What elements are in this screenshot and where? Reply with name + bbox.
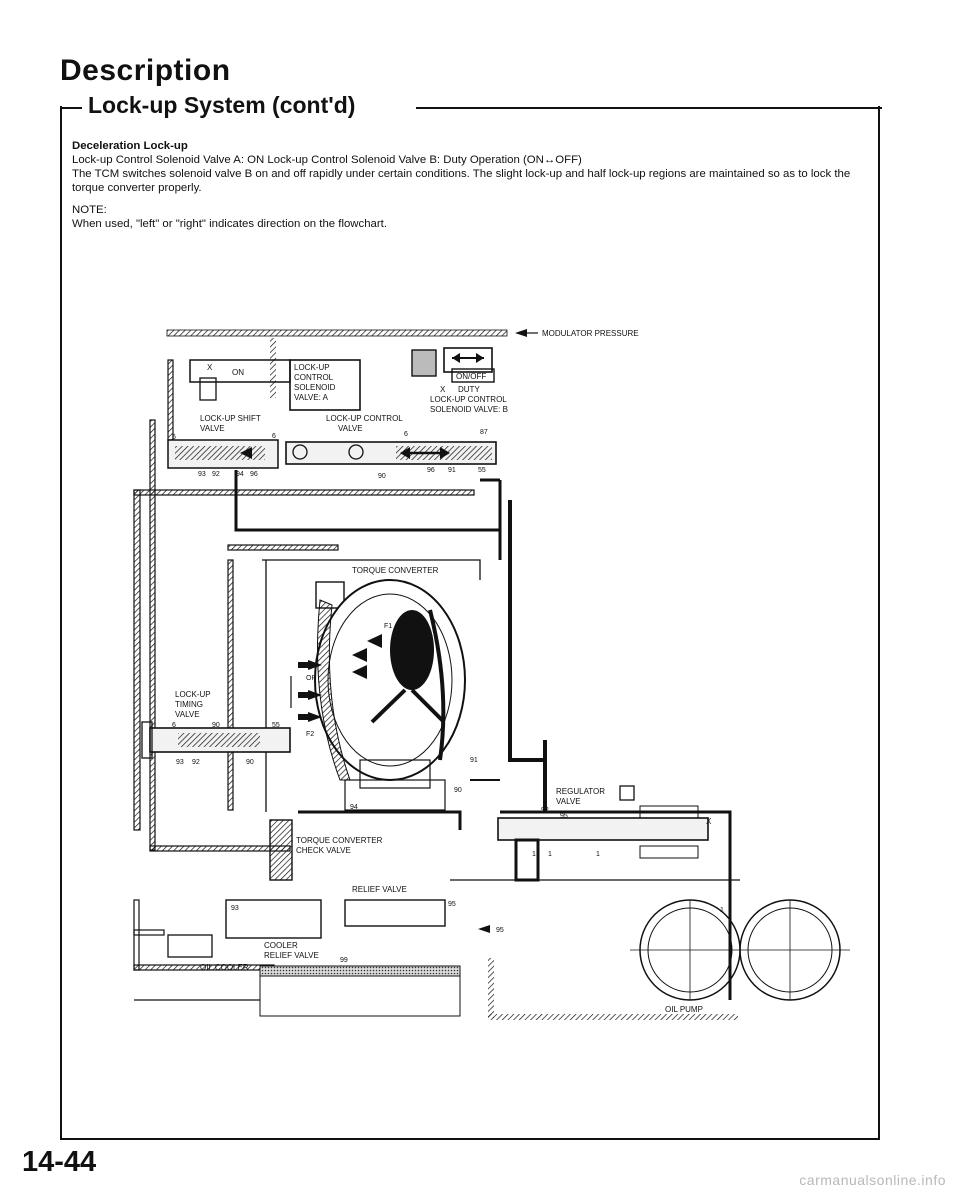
svg-text:91: 91 (470, 757, 478, 764)
svg-text:X: X (706, 817, 712, 826)
svg-text:F1: F1 (384, 623, 393, 630)
svg-text:CHECK VALVE: CHECK VALVE (296, 846, 351, 855)
svg-text:VALVE: VALVE (175, 710, 200, 719)
svg-text:93: 93 (198, 471, 206, 478)
regulator-valve (498, 786, 712, 880)
text-line-2: The TCM switches solenoid valve B on and off rapidly under certain conditions. The slight lock-up and half lock-up regions are maintained so as to lock the torque converter properly. (72, 168, 851, 194)
solenoid-valve-b (412, 348, 508, 414)
note-label: NOTE: (72, 204, 107, 216)
svg-text:X: X (207, 363, 213, 372)
svg-text:94: 94 (236, 471, 244, 478)
svg-text:OIL PUMP: OIL PUMP (665, 1005, 703, 1014)
svg-text:TORQUE CONVERTER: TORQUE CONVERTER (352, 566, 439, 575)
svg-text:VALVE: A: VALVE: A (294, 393, 328, 402)
svg-text:6: 6 (404, 431, 408, 438)
modulator-pressure-label: MODULATOR PRESSURE (542, 329, 639, 338)
lock-up-control-valve (286, 414, 496, 480)
svg-text:SOLENOID: SOLENOID (294, 383, 336, 392)
svg-text:94: 94 (350, 804, 358, 811)
svg-text:VALVE: VALVE (200, 424, 225, 433)
svg-text:6: 6 (172, 722, 176, 729)
svg-text:F2: F2 (306, 731, 315, 738)
svg-text:90: 90 (454, 787, 462, 794)
svg-text:96: 96 (427, 467, 435, 474)
svg-text:87: 87 (480, 429, 488, 436)
watermark: carmanualsonline.info (799, 1172, 946, 1188)
on-label: ON (232, 368, 244, 377)
svg-text:REGULATOR: REGULATOR (556, 787, 606, 796)
check-valve (270, 820, 383, 880)
svg-text:90: 90 (212, 722, 220, 729)
page-number: 14-44 (22, 1146, 97, 1178)
modulator-line (167, 329, 639, 338)
svg-text:RELIEF VALVE: RELIEF VALVE (352, 885, 407, 894)
svg-text:96: 96 (250, 471, 258, 478)
svg-text:RELIEF VALVE: RELIEF VALVE (264, 951, 319, 960)
svg-text:OR: OR (306, 675, 317, 682)
svg-text:X: X (440, 385, 446, 394)
svg-text:TORQUE CONVERTER: TORQUE CONVERTER (296, 836, 383, 845)
svg-text:LOCK-UP CONTROL: LOCK-UP CONTROL (326, 414, 403, 423)
svg-text:OIL COOLER: OIL COOLER (200, 963, 249, 972)
svg-text:LOCK-UP SHIFT: LOCK-UP SHIFT (200, 414, 261, 423)
text-heading: Deceleration Lock-up (72, 140, 188, 152)
oil-pump (630, 900, 850, 1014)
svg-text:1: 1 (596, 851, 600, 858)
svg-text:LOCK-UP CONTROL: LOCK-UP CONTROL (430, 395, 507, 404)
svg-text:LOCK-UP: LOCK-UP (294, 363, 330, 372)
svg-text:93: 93 (176, 759, 184, 766)
note-text: When used, "left" or "right" indicates direction on the flowchart. (72, 218, 388, 230)
svg-text:LOCK-UP: LOCK-UP (175, 690, 211, 699)
svg-text:92: 92 (192, 759, 200, 766)
solenoid-valve-a (270, 338, 360, 410)
lock-up-timing-valve (142, 690, 290, 766)
svg-text:1: 1 (720, 907, 724, 914)
relief-valves (226, 880, 740, 964)
svg-text:90: 90 (246, 759, 254, 766)
svg-text:SOLENOID VALVE: B: SOLENOID VALVE: B (430, 405, 508, 414)
torque-converter (315, 566, 478, 811)
svg-text:DUTY: DUTY (458, 385, 480, 394)
svg-text:99: 99 (340, 957, 348, 964)
svg-text:92: 92 (212, 471, 220, 478)
svg-text:95: 95 (496, 927, 504, 934)
svg-text:1: 1 (548, 851, 552, 858)
svg-text:95: 95 (448, 901, 456, 908)
page-title: Description (60, 54, 231, 87)
svg-text:6: 6 (172, 434, 176, 441)
svg-text:90: 90 (378, 473, 386, 480)
svg-text:COOLER: COOLER (264, 941, 298, 950)
svg-text:55: 55 (478, 467, 486, 474)
svg-text:TIMING: TIMING (175, 700, 203, 709)
svg-text:55: 55 (272, 722, 280, 729)
svg-text:CONTROL: CONTROL (294, 373, 334, 382)
svg-text:91: 91 (448, 467, 456, 474)
section-subtitle: Lock-up System (cont'd) (88, 92, 356, 118)
svg-text:95: 95 (560, 813, 568, 820)
on-off-label: ON/OFF (456, 372, 487, 381)
svg-text:6: 6 (272, 433, 276, 440)
svg-text:93: 93 (231, 905, 239, 912)
svg-text:92: 92 (541, 807, 549, 814)
svg-text:VALVE: VALVE (556, 797, 581, 806)
text-line-1: Lock-up Control Solenoid Valve A: ON Lock-up Control Solenoid Valve B: Duty Operation (ON↔OFF) (72, 154, 582, 166)
svg-text:1: 1 (532, 851, 536, 858)
svg-text:VALVE: VALVE (338, 424, 363, 433)
